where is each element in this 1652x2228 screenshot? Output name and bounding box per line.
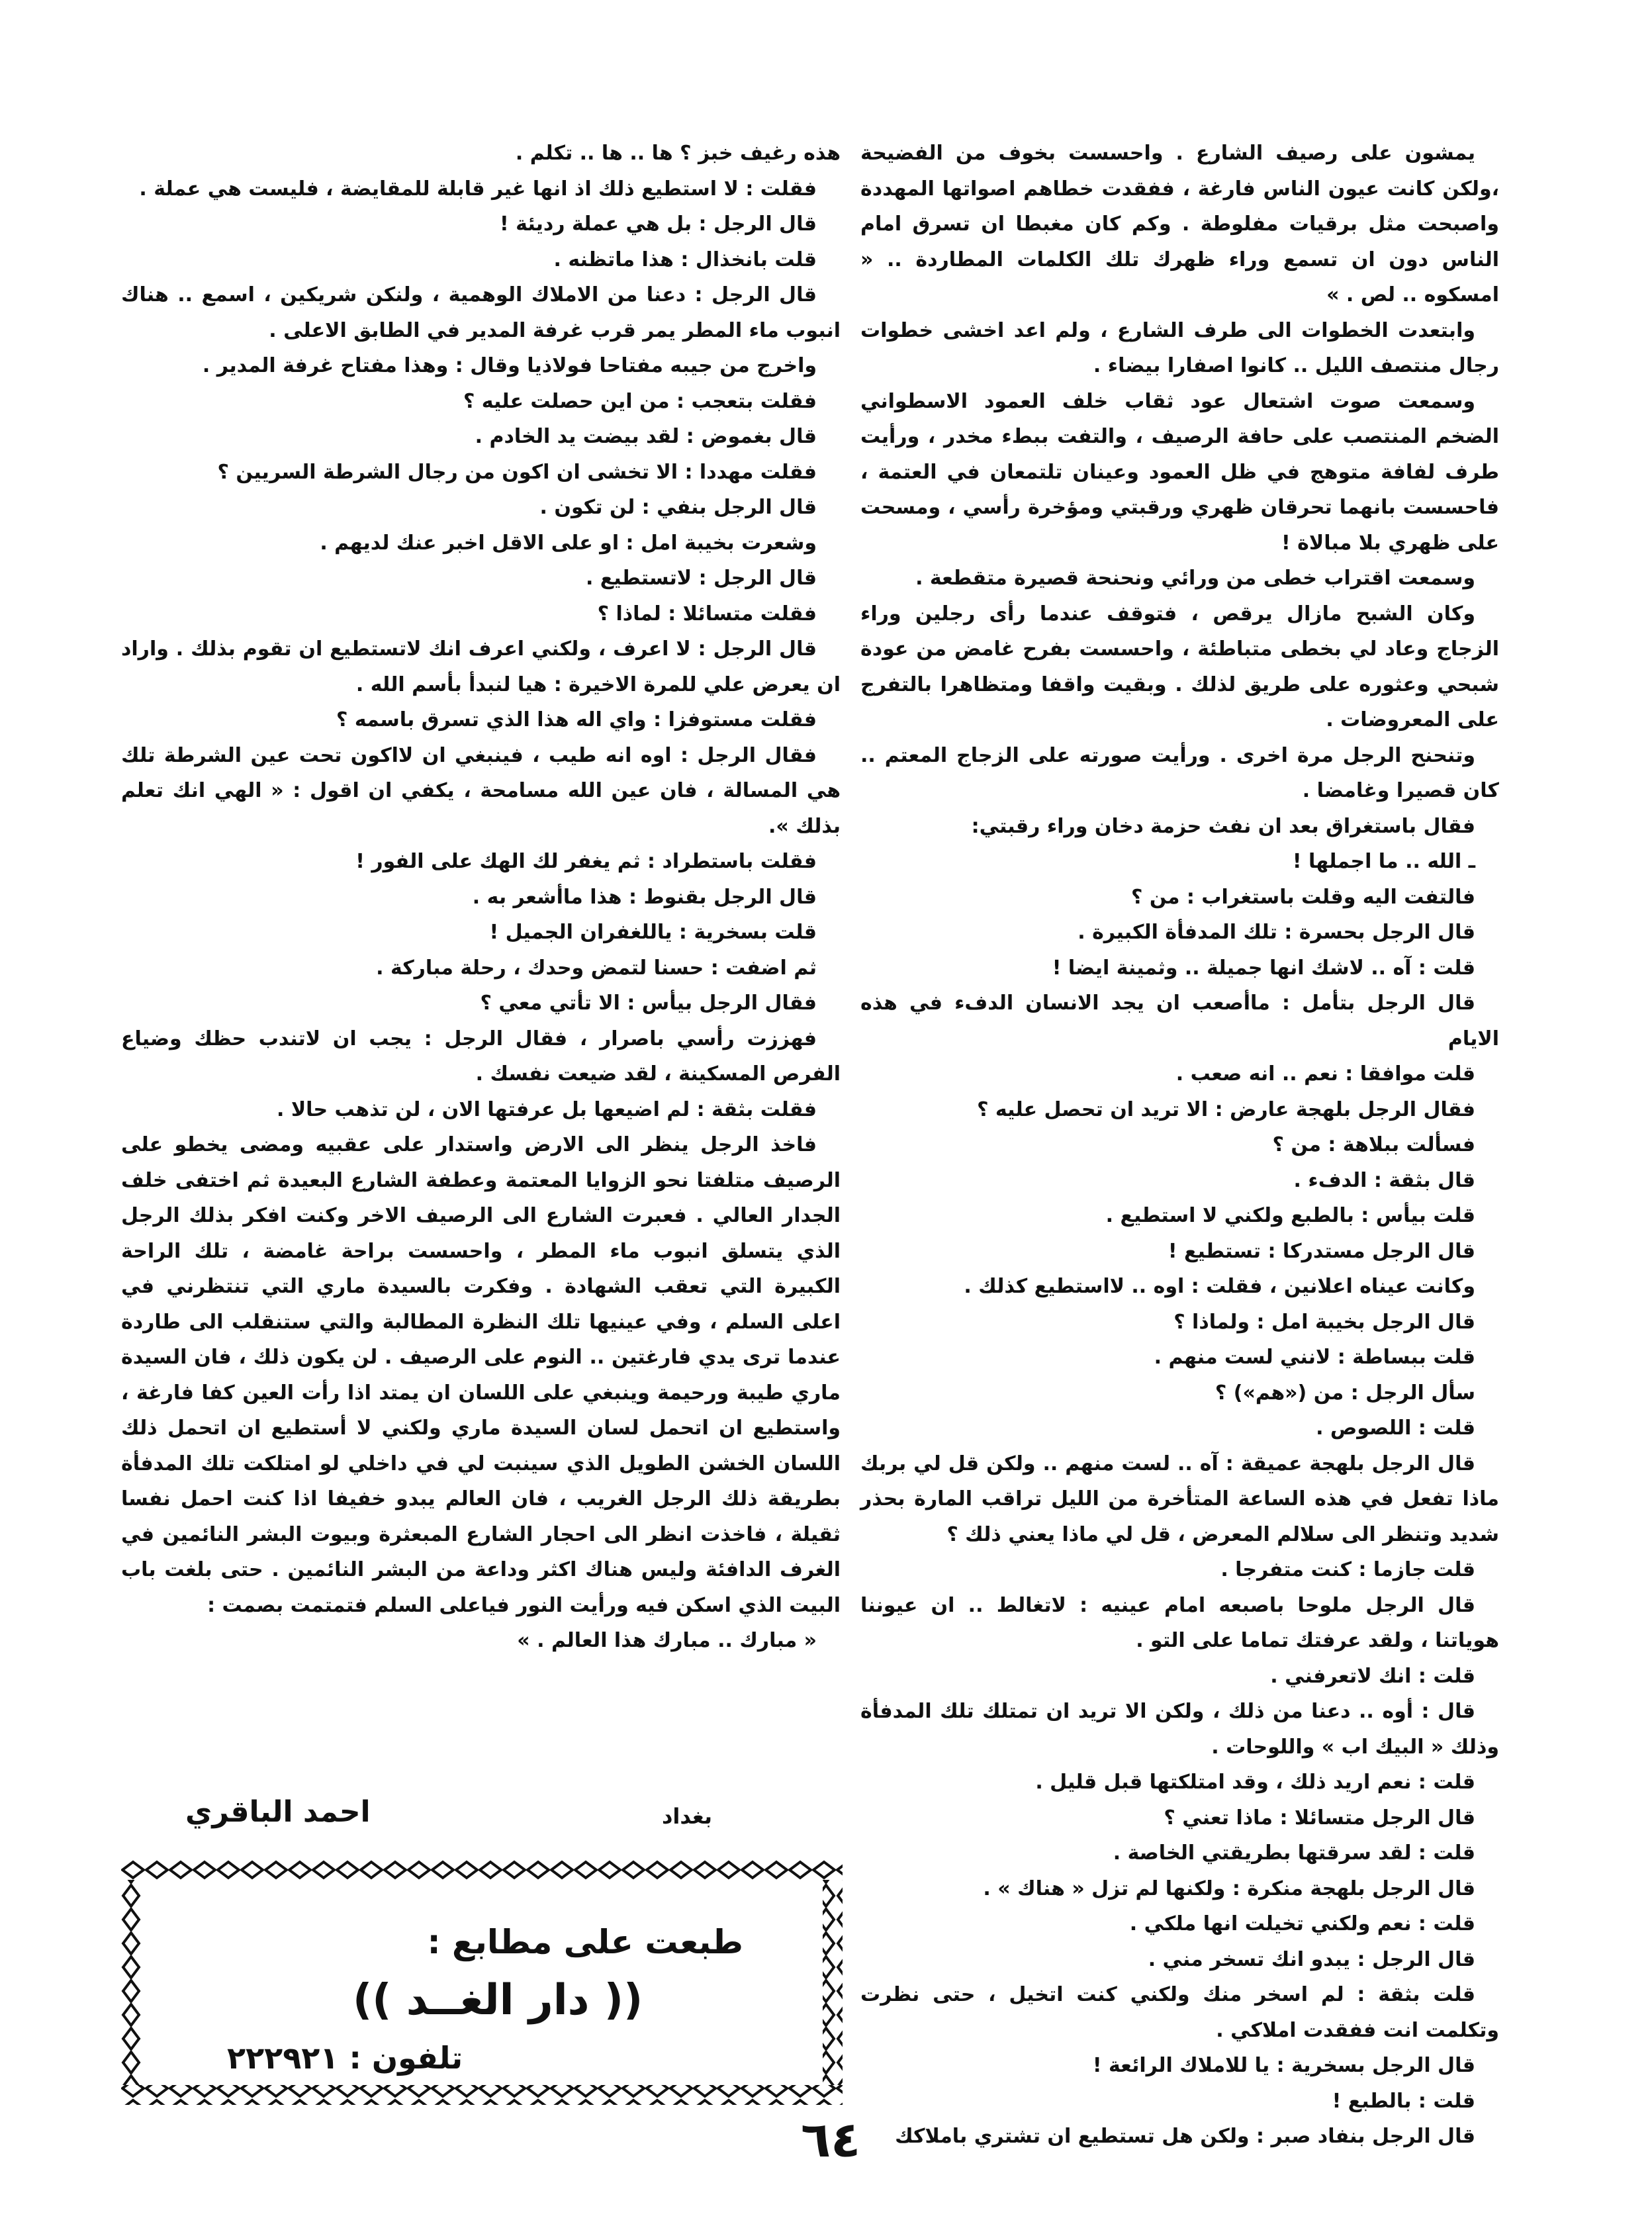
printed-at-label: طبعت على مطابع : — [427, 1923, 743, 1961]
paragraph: فقلت مستوفزا : واي اله هذا الذي تسرق باسمه ؟ — [336, 708, 817, 731]
paragraph: قلت : انك لاتعرفني . — [1270, 1664, 1475, 1688]
paragraph: قلت : بالطبع ! — [1332, 2089, 1475, 2113]
page-number: ٦٤ — [801, 2112, 861, 2168]
printer-box — [121, 1860, 843, 2105]
paragraph: سأل الرجل : من («هم») ؟ — [1215, 1381, 1475, 1405]
paragraph: قال الرجل : بل هي عملة رديئة ! — [500, 212, 817, 236]
paragraph: ثم اضفت : حسنا لتمض وحدك ، رحلة مباركة . — [376, 956, 817, 980]
paragraph: قال الرجل : دعنا من الاملاك الوهمية ، ولنكن شريكين ، اسمع .. هناك انبوب ماء المطر يمر قرب غرفة المدير في الطابق الاعلى . — [121, 283, 841, 342]
paragraph: قلت : نعم ولكني تخيلت انها ملكي . — [1129, 1912, 1475, 1935]
paragraph: فقال الرجل : اوه انه طيب ، فينبغي ان لااكون تحت عين الشرطة تلك هي المسالة ، فان عين الله مسامحة ، يكفي ان اقول : « الهي انك تعلم بذلك ». — [121, 743, 841, 838]
paragraph: فقال باستغراق بعد ان نفث حزمة دخان وراء رقبتي: — [971, 814, 1475, 838]
paragraph: وكانت عيناه اعلانين ، فقلت : اوه .. لااستطيع كذلك . — [964, 1275, 1475, 1298]
paragraph: فسألت ببلاهة : من ؟ — [1272, 1133, 1475, 1156]
press-name: (( دار الغــد )) — [353, 1976, 643, 2025]
paragraph: « مبارك .. مبارك هذا العالم . » — [517, 1629, 817, 1652]
city-signature: بغداد — [662, 1804, 712, 1829]
paragraph: هذه رغيف خبز ؟ ها .. ها .. تكلم . — [515, 142, 841, 165]
paragraph: قلت بسخرية : ياللغفران الجميل ! — [489, 921, 817, 944]
paragraph: قلت جازما : كنت متفرجا . — [1220, 1558, 1475, 1581]
paragraph: قال الرجل بخيبة امل : ولماذا ؟ — [1173, 1310, 1475, 1334]
paragraph: قال الرجل بنفاد صبر : ولكن هل تستطيع ان تشتري باملاكك — [895, 2125, 1475, 2148]
article-column-right — [860, 136, 1499, 2155]
paragraph: قال الرجل : يبدو انك تسخر مني . — [1148, 1947, 1475, 1971]
paragraph: فقال الرجل بيأس : الا تأتي معي ؟ — [480, 992, 817, 1015]
paragraph: وكان الشبح مازال يرقص ، فتوقف عندما رأى رجلين وراء الزجاج وعاد لي بخطى متباطئة ، واحسست بفرح غامض من عودة شبحي وعثوره على طريق لذلك . وبقيت واقفا ومتظاهرا بالتفرج على المعروضات . — [860, 602, 1499, 731]
paragraph: قلت : آه .. لاشك انها جميلة .. وثمينة ايضا ! — [1052, 956, 1475, 980]
paragraph: وسمعت اقتراب خطى من ورائي ونحنحة قصيرة متقطعة . — [915, 567, 1475, 590]
paragraph: وتنحنح الرجل مرة اخرى . ورأيت صورته على الزجاج المعتم .. كان قصيرا وغامضا . — [860, 743, 1499, 802]
paragraph: قال الرجل بلهجة منكرة : ولكنها لم تزل « هناك » . — [983, 1877, 1475, 1900]
paragraph: قال الرجل بسخرية : يا للاملاك الرائعة ! — [1092, 2054, 1475, 2077]
paragraph: قال الرجل : لا اعرف ، ولكني اعرف انك لاتستطيع ان تقوم بذلك . واراد ان يعرض علي للمرة الاخيرة : هيا لنبدأ بأسم الله . — [121, 637, 841, 696]
paragraph: ـ الله .. ما اجملها ! — [1292, 850, 1475, 873]
paragraph: قال الرجل بتأمل : ماأصعب ان يجد الانسان الدفء في هذه الايام — [860, 992, 1499, 1050]
paragraph: واخرج من جيبه مفتاحا فولاذيا وقال : وهذا مفتاح غرفة المدير . — [202, 354, 817, 377]
paragraph: قلت موافقا : نعم .. انه صعب . — [1175, 1062, 1475, 1086]
paragraph: قلت : نعم اريد ذلك ، وقد امتلكتها قبل قليل . — [1035, 1771, 1475, 1794]
paragraph: فقلت مهددا : الا تخشى ان اكون من رجال الشرطة السريين ؟ — [217, 460, 817, 484]
phone-number: تلفون : ٢٢٢٩٢١ — [227, 2040, 463, 2076]
paragraph: فقلت متسائلا : لماذا ؟ — [597, 602, 817, 626]
paragraph: فاخذ الرجل ينظر الى الارض واستدار على عقبيه ومضى يخطو على الرصيف متلفتا نحو الزوايا المعتمة وعطفة الشارع البعيدة ثم اختفى خلف الجدار العالي . فعبرت الشارع الى الرصيف الاخر وكنت افكر بذلك الرجل الذي يتسلق انبوب ماء المطر ، واحسست براحة غامضة ، تلك الراحة الكبيرة التي تعقب الشهادة . وفكرت بالسيدة ماري التي تنتظرني في اعلى السلم ، وفي عينيها تلك النظرة المطالبة والتي ستنقلب الى طاردة عندما ترى يدي فارغتين .. النوم على الرصيف . لن يكون ذلك ، فان السيدة ماري طيبة ورحيمة وينبغي على اللسان ان يمتد اذا رأت العين كفا فارغة ، واستطيع ان اتحمل لسان السيدة ماري ولكني لا أستطيع ان اتحمل ذلك اللسان الخشن الطويل الذي سينبت لي في داخلي لو امتلكت تلك المدفأة بطريقة ذلك الرجل الغريب ، فان العالم يبدو خفيفا اذا كنت احمل نفسا ثقيلة ، فاخذت انظر الى احجار الشارع المبعثرة وبيوت البشر النائمين في الغرف الدافئة وليس هناك اكثر وداعة من البشر النائمين . حتى بلغت باب البيت الذي اسكن فيه ورأيت النور فياعلى السلم فتمتمت بصمت : — [121, 1133, 841, 1617]
article-column-left — [121, 136, 841, 1659]
paragraph: قلت بانخذال : هذا ماتظنه . — [553, 248, 817, 271]
paragraph: وسمعت صوت اشتعال عود ثقاب خلف العمود الاسطواني الضخم المنتصب على حافة الرصيف ، والتفت ببطء مخدر ، ورأيت طرف لفافة متوهج في ظل العمود وعينان تلتمعان في العتمة ، فاحسست بانهما تحرقان ظهري ورقبتي ومؤخرة رأسي ، ومسحت على ظهري بلا مبالاة ! — [860, 389, 1499, 555]
paragraph: فقلت : لا استطيع ذلك اذ انها غير قابلة للمقايضة ، فليست هي عملة . — [139, 177, 817, 201]
paragraph: فهززت رأسي باصرار ، فقال الرجل : يجب ان لاتندب حظك وضياع الفرص المسكينة ، لقد ضيعت نفسك . — [121, 1027, 841, 1086]
paragraph: فقلت بثقة : لم اضيعها بل عرفتها الان ، لن تذهب حالا . — [277, 1097, 817, 1121]
paragraph: قال الرجل : لاتستطيع . — [585, 567, 817, 590]
paragraph: قال الرجل بقنوط : هذا ماأشعر به . — [472, 885, 817, 909]
paragraph: فالتفت اليه وقلت باستغراب : من ؟ — [1131, 885, 1475, 909]
paragraph: قال الرجل مستدركا : تستطيع ! — [1168, 1239, 1475, 1263]
paragraph: قال بغموض : لقد بيضت يد الخادم . — [475, 425, 817, 448]
paragraph: فقلت باستطراد : ثم يغفر لك الهك على الفور ! — [355, 850, 817, 873]
paragraph: قال الرجل متسائلا : ماذا تعني ؟ — [1164, 1806, 1475, 1830]
paragraph: قال الرجل بنفي : لن تكون . — [539, 496, 817, 519]
paragraph: قلت : اللصوص . — [1316, 1416, 1475, 1440]
paragraph: قال الرجل بحسرة : تلك المدفأة الكبيرة . — [1078, 921, 1475, 944]
paragraph: قلت بثقة : لم اسخر منك ولكني كنت اتخيل ، حتى نظرت وتكلمت انت ففقدت املاكي . — [860, 1983, 1499, 2042]
paragraph: قال الرجل بلهجة عميقة : آه .. لست منهم .. ولكن قل لي بربك ماذا تفعل في هذه الساعة المتأخرة من الليل تراقب المارة بحذر شديد وتنظر الى سلالم المعرض ، قل لي ماذا يعني ذلك ؟ — [860, 1452, 1499, 1546]
paragraph: وشعرت بخيبة امل : او على الاقل اخبر عنك لديهم . — [320, 531, 817, 555]
paragraph: قلت بيأس : بالطبع ولكني لا استطيع . — [1105, 1204, 1475, 1227]
paragraph: فقلت بتعجب : من اين حصلت عليه ؟ — [463, 389, 817, 413]
paragraph: فقال الرجل بلهجة عارض : الا تريد ان تحصل عليه ؟ — [977, 1097, 1475, 1121]
paragraph: وابتعدت الخطوات الى طرف الشارع ، ولم اعد اخشى خطوات رجال منتصف الليل .. كانوا اصفارا بيضاء . — [860, 318, 1499, 377]
paragraph: قال بثقة : الدفء . — [1293, 1168, 1475, 1192]
paragraph: قال الرجل ملوحا باصبعه امام عينيه : لاتغالط .. ان عيوننا هوياتنا ، ولقد عرفتك تماما على التو . — [860, 1593, 1499, 1652]
paragraph: يمشون على رصيف الشارع . واحسست بخوف من الفضيحة ،ولكن كانت عيون الناس فارغة ، ففقدت خطاهم اصواتها المهددة واصبحت مثل برقيات مفلوطة . وكم كان مغبطا ان تسرق امام الناس دون ان تسمع وراء ظهرك تلك الكلمات المطاردة .. « امسكوه .. لص . » — [860, 142, 1499, 306]
paragraph: قال : أوه .. دعنا من ذلك ، ولكن الا تريد ان تمتلك تلك المدفأة وذلك « البيك اب » واللوحات . — [860, 1700, 1499, 1759]
paragraph: قلت : لقد سرقتها بطريقتي الخاصة . — [1113, 1841, 1475, 1865]
author-name: احمد الباقري — [185, 1795, 371, 1829]
paragraph: قلت ببساطة : لانني لست منهم . — [1154, 1346, 1475, 1369]
